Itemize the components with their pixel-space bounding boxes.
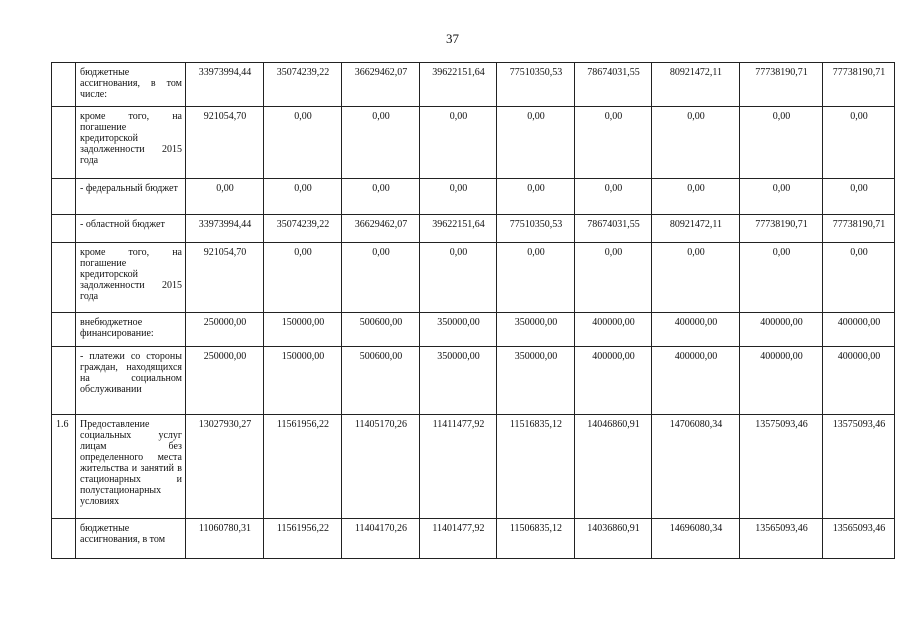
table-row [52, 63, 895, 107]
value-cell: 0,00 [342, 243, 420, 313]
value-cell: 33973994,44 [186, 215, 264, 243]
value-cell: 0,00 [575, 107, 652, 179]
value-cell: 350000,00 [497, 313, 575, 347]
value-cell: 350000,00 [420, 347, 497, 415]
value-cell: 500600,00 [342, 313, 420, 347]
value-cell: 11411477,92 [420, 415, 497, 519]
value-cell: 0,00 [823, 179, 895, 215]
row-index-cell [52, 313, 76, 347]
value-cell: 36629462,07 [342, 215, 420, 243]
value-cell: 350000,00 [497, 347, 575, 415]
value-cell: 14696080,34 [652, 519, 740, 559]
value-cell: 13575093,46 [740, 415, 823, 519]
row-description-cell: бюджетные ассигнования, в том числе: [76, 63, 186, 107]
value-cell: 0,00 [264, 179, 342, 215]
value-cell: 250000,00 [186, 313, 264, 347]
value-cell: 0,00 [420, 179, 497, 215]
table-row [52, 107, 895, 179]
value-cell: 0,00 [342, 179, 420, 215]
value-cell: 0,00 [823, 243, 895, 313]
row-index-cell: 1.6 [52, 415, 76, 519]
row-index-cell [52, 107, 76, 179]
value-cell: 0,00 [420, 243, 497, 313]
table-row [52, 313, 895, 347]
value-cell: 0,00 [342, 107, 420, 179]
table-row [52, 179, 895, 215]
value-cell: 0,00 [740, 179, 823, 215]
value-cell: 14036860,91 [575, 519, 652, 559]
value-cell: 400000,00 [652, 313, 740, 347]
row-description-cell: бюджетные ассигнования, в том [76, 519, 186, 559]
value-cell: 150000,00 [264, 313, 342, 347]
value-cell: 0,00 [264, 107, 342, 179]
value-cell: 400000,00 [575, 313, 652, 347]
value-cell: 13565093,46 [740, 519, 823, 559]
value-cell: 14046860,91 [575, 415, 652, 519]
value-cell: 250000,00 [186, 347, 264, 415]
row-description-cell: кроме того, на погашение кредиторской задолженности 2015 года [76, 243, 186, 313]
value-cell: 0,00 [497, 107, 575, 179]
value-cell: 77738190,71 [740, 63, 823, 107]
value-cell: 77510350,53 [497, 63, 575, 107]
row-description-cell: - федеральный бюджет [76, 179, 186, 215]
value-cell: 0,00 [652, 179, 740, 215]
value-cell: 0,00 [497, 243, 575, 313]
row-description-cell: - платежи со стороны граждан, находящихся на социальном обслуживании [76, 347, 186, 415]
value-cell: 400000,00 [740, 313, 823, 347]
value-cell: 350000,00 [420, 313, 497, 347]
table-row [52, 415, 895, 519]
table-row [52, 347, 895, 415]
row-description-cell: Предоставление социальных услуг лицам без определенного места жительства и занятий в стационарных и полустационарных условиях [76, 415, 186, 519]
row-index-cell [52, 347, 76, 415]
value-cell: 13565093,46 [823, 519, 895, 559]
value-cell: 35074239,22 [264, 63, 342, 107]
value-cell: 80921472,11 [652, 215, 740, 243]
value-cell: 14706080,34 [652, 415, 740, 519]
value-cell: 0,00 [575, 179, 652, 215]
value-cell: 150000,00 [264, 347, 342, 415]
value-cell: 0,00 [575, 243, 652, 313]
value-cell: 13027930,27 [186, 415, 264, 519]
value-cell: 77738190,71 [823, 215, 895, 243]
value-cell: 0,00 [823, 107, 895, 179]
value-cell: 11401477,92 [420, 519, 497, 559]
table-body [52, 63, 895, 559]
table-row [52, 519, 895, 559]
value-cell: 0,00 [420, 107, 497, 179]
value-cell: 11060780,31 [186, 519, 264, 559]
row-index-cell [52, 243, 76, 313]
value-cell: 11405170,26 [342, 415, 420, 519]
value-cell: 11506835,12 [497, 519, 575, 559]
value-cell: 0,00 [264, 243, 342, 313]
budget-table [51, 62, 895, 559]
value-cell: 400000,00 [652, 347, 740, 415]
value-cell: 13575093,46 [823, 415, 895, 519]
value-cell: 33973994,44 [186, 63, 264, 107]
page-number: 37 [446, 31, 459, 46]
row-description-cell: - областной бюджет [76, 215, 186, 243]
row-description-cell: внебюджетное финансирование: [76, 313, 186, 347]
row-index-cell [52, 215, 76, 243]
value-cell: 77510350,53 [497, 215, 575, 243]
value-cell: 0,00 [652, 243, 740, 313]
value-cell: 80921472,11 [652, 63, 740, 107]
row-index-cell [52, 63, 76, 107]
value-cell: 400000,00 [740, 347, 823, 415]
row-index-cell [52, 179, 76, 215]
table-row [52, 215, 895, 243]
value-cell: 500600,00 [342, 347, 420, 415]
table-row [52, 243, 895, 313]
value-cell: 0,00 [740, 107, 823, 179]
value-cell: 0,00 [186, 179, 264, 215]
value-cell: 39622151,64 [420, 215, 497, 243]
value-cell: 11404170,26 [342, 519, 420, 559]
value-cell: 77738190,71 [740, 215, 823, 243]
row-description-cell: кроме того, на погашение кредиторской задолженности 2015 года [76, 107, 186, 179]
value-cell: 400000,00 [575, 347, 652, 415]
value-cell: 11561956,22 [264, 519, 342, 559]
value-cell: 78674031,55 [575, 63, 652, 107]
value-cell: 39622151,64 [420, 63, 497, 107]
value-cell: 921054,70 [186, 243, 264, 313]
row-index-cell [52, 519, 76, 559]
value-cell: 77738190,71 [823, 63, 895, 107]
value-cell: 78674031,55 [575, 215, 652, 243]
value-cell: 0,00 [740, 243, 823, 313]
value-cell: 0,00 [652, 107, 740, 179]
value-cell: 35074239,22 [264, 215, 342, 243]
value-cell: 0,00 [497, 179, 575, 215]
value-cell: 400000,00 [823, 347, 895, 415]
value-cell: 11516835,12 [497, 415, 575, 519]
value-cell: 36629462,07 [342, 63, 420, 107]
value-cell: 11561956,22 [264, 415, 342, 519]
value-cell: 400000,00 [823, 313, 895, 347]
value-cell: 921054,70 [186, 107, 264, 179]
